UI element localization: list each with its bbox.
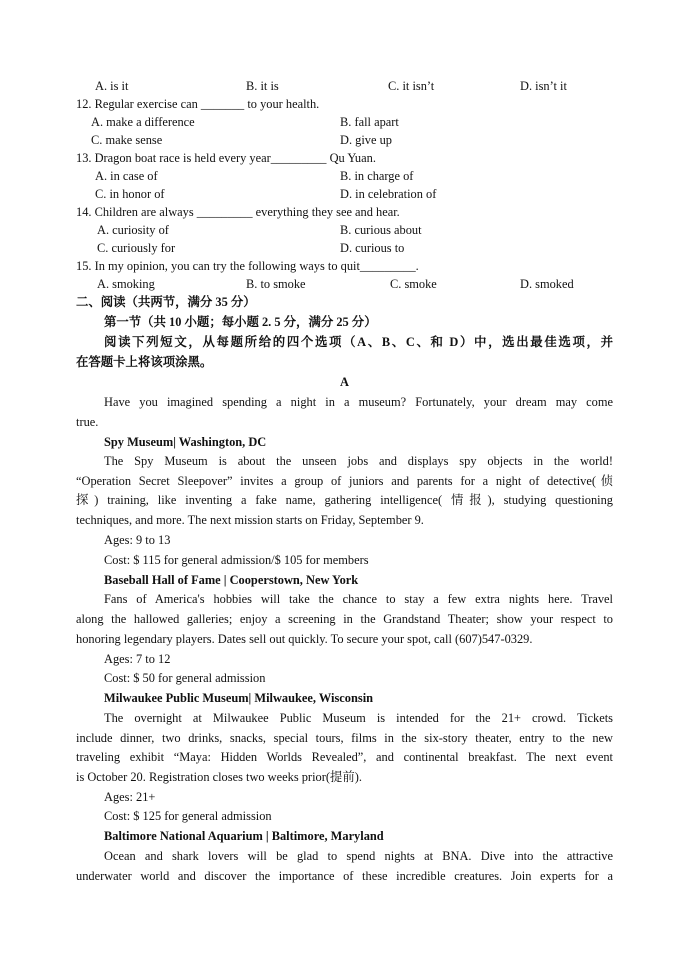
baltimore-aquarium-line1: Ocean and shark lovers will be glad to spend nights at BNA. Dive into the attractive: [104, 849, 613, 863]
q14-option-d: D. curious to: [340, 241, 405, 255]
baseball-hall-line2: along the hallowed galleries; enjoy a screening in the Grandstand Theater; show your respect to: [76, 612, 613, 626]
q13-option-a: A. in case of: [95, 169, 158, 183]
spy-museum-line3: 探) training, like inventing a fake name, gathering intelligence( 情报), studying questioning: [76, 493, 613, 507]
spy-museum-title: Spy Museum| Washington, DC: [104, 435, 267, 449]
milwaukee-museum-line1: The overnight at Milwaukee Public Museum is intended for the 21+ crowd. Tickets: [104, 711, 613, 725]
section-part-heading: 第一节（共 10 小题；每小题 2. 5 分，满分 25 分）: [104, 315, 377, 329]
baseball-hall-ages: Ages: 7 to 12: [104, 652, 171, 666]
milwaukee-museum-cost: Cost: $ 125 for general admission: [104, 809, 272, 823]
q12-option-a: A. make a difference: [91, 115, 195, 129]
q14-option-a: A. curiosity of: [97, 223, 169, 237]
spy-museum-cost: Cost: $ 115 for general admission/$ 105 for members: [104, 553, 369, 567]
q15-option-c: C. smoke: [390, 277, 437, 291]
baseball-hall-line3: honoring legendary players. Dates sell out quickly. To secure your spot, call (607)547-0329.: [76, 632, 533, 646]
spy-museum-line1: The Spy Museum is about the unseen jobs and displays spy objects in the world!: [104, 454, 613, 468]
section-heading: 二、阅读（共两节，满分 35 分）: [76, 295, 256, 309]
q15-option-a: A. smoking: [97, 277, 155, 291]
section-instruction-line1: 阅读下列短文，从每题所给的四个选项（A、B、C、和 D）中，选出最佳选项，并: [104, 335, 613, 349]
q15-option-d: D. smoked: [520, 277, 574, 291]
q11-option-b: B. it is: [246, 79, 279, 93]
q13-option-c: C. in honor of: [95, 187, 165, 201]
spy-museum-ages: Ages: 9 to 13: [104, 533, 171, 547]
baseball-hall-title: Baseball Hall of Fame | Cooperstown, New York: [104, 573, 359, 587]
q12-option-c: C. make sense: [91, 133, 163, 147]
milwaukee-museum-line4: is October 20. Registration closes two weeks prior(提前).: [76, 770, 362, 784]
q12-option-d: D. give up: [340, 133, 392, 147]
q12-option-b: B. fall apart: [340, 115, 399, 129]
passage-intro-line1: Have you imagined spending a night in a museum? Fortunately, your dream may come: [104, 395, 613, 409]
baltimore-aquarium-line2: underwater world and discover the importance of these incredible creatures. Join experts for a: [76, 869, 613, 883]
baltimore-aquarium-title: Baltimore National Aquarium | Baltimore, Maryland: [104, 829, 384, 843]
q13-option-d: D. in celebration of: [340, 187, 437, 201]
q11-option-d: D. isn’t it: [520, 79, 567, 93]
milwaukee-museum-title: Milwaukee Public Museum| Milwaukee, Wisconsin: [104, 691, 374, 705]
spy-museum-line2: “Operation Secret Sleepover” invites a group of juniors and parents for a night of detective(侦: [76, 474, 613, 488]
q11-option-c: C. it isn’t: [388, 79, 435, 93]
q11-option-a: A. is it: [95, 79, 129, 93]
q14-option-b: B. curious about: [340, 223, 422, 237]
passage-title: A: [340, 375, 349, 389]
baseball-hall-line1: Fans of America's hobbies will take the chance to stay a few extra nights here. Travel: [104, 592, 613, 606]
milwaukee-museum-line2: include dinner, two drinks, snacks, special tours, films in the six-story theater, entry to the new: [76, 731, 613, 745]
q13-option-b: B. in charge of: [340, 169, 414, 183]
q15-option-b: B. to smoke: [246, 277, 306, 291]
q13-stem: 13. Dragon boat race is held every year_________ Qu Yuan.: [76, 151, 376, 165]
spy-museum-line4: techniques, and more. The next mission starts on Friday, September 9.: [76, 513, 424, 527]
milwaukee-museum-ages: Ages: 21+: [104, 790, 156, 804]
section-instruction-line2: 在答题卡上将该项涂黑。: [76, 355, 213, 369]
q14-stem: 14. Children are always _________ everything they see and hear.: [76, 205, 400, 219]
baseball-hall-cost: Cost: $ 50 for general admission: [104, 671, 266, 685]
passage-intro-line2: true.: [76, 415, 99, 429]
q12-stem: 12. Regular exercise can _______ to your health.: [76, 97, 320, 111]
q15-stem: 15. In my opinion, you can try the following ways to quit_________.: [76, 259, 419, 273]
milwaukee-museum-line3: traveling exhibit “Maya: Hidden Worlds Revealed”, and continental breakfast. The next event: [76, 750, 613, 764]
q14-option-c: C. curiously for: [97, 241, 176, 255]
